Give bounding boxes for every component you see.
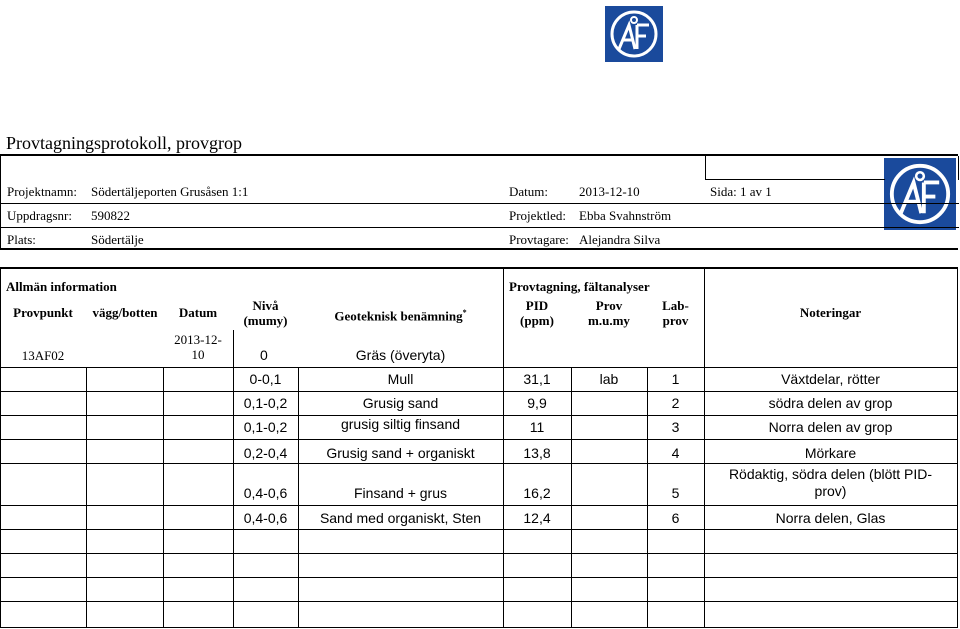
cell-provpunkt: 13AF02 <box>21 348 65 363</box>
datum-line2: 10 <box>191 347 205 362</box>
row-line <box>0 505 958 506</box>
row-line <box>0 439 958 440</box>
pid-line2: (ppm) <box>520 313 554 328</box>
col-line <box>0 267 1 628</box>
row-line <box>0 463 958 464</box>
cell-datum <box>163 332 233 362</box>
col-header-provpunkt: Provpunkt <box>13 305 73 320</box>
niva-line1: Nivå <box>252 298 279 313</box>
cell-benamning: Gräs (överyta) <box>355 347 446 363</box>
divider <box>705 156 706 180</box>
col-line <box>957 267 958 628</box>
uppdragsnr-value: 590822 <box>91 208 130 223</box>
cell-pid: 16,2 <box>523 485 551 501</box>
row-line <box>0 577 958 578</box>
project-info-block <box>0 154 958 250</box>
divider <box>958 156 959 180</box>
plats-label: Plats: <box>7 232 36 247</box>
info-row <box>1 204 959 228</box>
cell-pid: 9,9 <box>527 395 547 411</box>
prov-line2: m.u.my <box>588 313 630 328</box>
cell-niva: 0 <box>260 347 268 363</box>
col-header-vagg-botten: vägg/botten <box>92 305 158 320</box>
col-header-pid <box>503 298 571 328</box>
cell-benamning: Mull <box>387 371 414 387</box>
col-header-niva <box>233 298 298 328</box>
row-line <box>0 553 958 554</box>
niva-line2: (mumy) <box>243 313 288 328</box>
cell-lab: 2 <box>671 395 680 411</box>
col-line <box>86 367 87 628</box>
col-header-labprov <box>647 298 704 328</box>
section-general-header: Allmän information <box>6 279 117 294</box>
projektnamn-label: Projektnamn: <box>7 184 78 199</box>
row-line <box>0 601 958 602</box>
af-logo-icon <box>609 9 659 59</box>
cell-niva: 0-0,1 <box>249 371 282 387</box>
uppdragsnr-label: Uppdragsnr: <box>7 208 72 223</box>
cell-notering: Norra delen av grop <box>768 419 893 435</box>
row-line <box>0 391 958 392</box>
lab-line1: Lab- <box>662 298 689 313</box>
prov-line1: Prov <box>595 298 623 313</box>
row-line <box>0 367 958 368</box>
cell-lab: 1 <box>671 371 680 387</box>
cell-notering: södra delen av grop <box>768 395 893 411</box>
cell-pid: 13,8 <box>523 445 551 461</box>
col-line <box>571 367 572 628</box>
cell-benamning: Finsand + grus <box>354 485 447 501</box>
cell-benamning: Grusig sand + organiskt <box>326 445 475 461</box>
cell-niva: 0,1-0,2 <box>243 395 288 411</box>
provtagare-label: Provtagare: <box>509 232 569 247</box>
provtagare-value: Alejandra Silva <box>579 232 661 247</box>
cell-notering: Växtdelar, rötter <box>781 371 880 387</box>
benamning-label: Geoteknisk benämning <box>334 308 463 324</box>
notering-line1: Rödaktig, södra delen (blött PID- <box>728 466 933 482</box>
table-top-border <box>0 267 958 269</box>
cell-niva: 0,2-0,4 <box>243 445 288 461</box>
col-header-prov <box>571 298 647 328</box>
projektnamn-value: Södertäljeporten Grusåsen 1:1 <box>91 184 249 199</box>
cell-notering: Norra delen, Glas <box>775 510 886 526</box>
datum-line1: 2013-12- <box>174 332 222 347</box>
cell-niva: 0,1-0,2 <box>243 419 288 435</box>
datum-value: 2013-12-10 <box>579 184 640 199</box>
cell-benamning: Sand med organiskt, Sten <box>319 510 482 526</box>
cell-notering <box>704 466 957 500</box>
cell-niva: 0,4-0,6 <box>243 510 288 526</box>
cell-prov: lab <box>599 371 619 387</box>
cell-benamning: grusig siltig finsand <box>340 416 461 432</box>
benamning-footnote-mark: * <box>462 308 467 317</box>
document-title: Provtagningsprotokoll, provgrop <box>6 133 242 153</box>
section-sampling-header: Provtagning, fältanalyser <box>509 279 650 294</box>
cell-pid: 31,1 <box>523 371 551 387</box>
col-header-datum: Datum <box>178 305 218 320</box>
pid-line1: PID <box>525 298 549 313</box>
cell-benamning: Grusig sand <box>362 395 439 411</box>
row-line <box>0 529 958 530</box>
projektled-value: Ebba Svahnström <box>579 208 672 223</box>
notering-line2: prov) <box>814 483 847 499</box>
col-line <box>163 367 164 628</box>
cell-lab: 5 <box>671 485 680 501</box>
col-header-noteringar: Noteringar <box>799 305 862 320</box>
col-header-benamning <box>298 305 503 323</box>
datum-label: Datum: <box>509 184 548 199</box>
cell-lab: 6 <box>671 510 680 526</box>
cell-notering: Mörkare <box>804 445 857 461</box>
cell-pid: 11 <box>529 419 545 435</box>
cell-lab: 4 <box>671 445 680 461</box>
projektled-label: Projektled: <box>509 208 567 223</box>
cell-niva: 0,4-0,6 <box>243 485 288 501</box>
cell-lab: 3 <box>671 419 680 435</box>
lab-line2: prov <box>662 313 689 328</box>
page-indicator: Sida: 1 av 1 <box>710 184 772 199</box>
plats-value: Södertälje <box>91 232 144 247</box>
af-logo-top <box>605 6 663 62</box>
row-line <box>0 627 958 628</box>
cell-pid: 12,4 <box>523 510 551 526</box>
